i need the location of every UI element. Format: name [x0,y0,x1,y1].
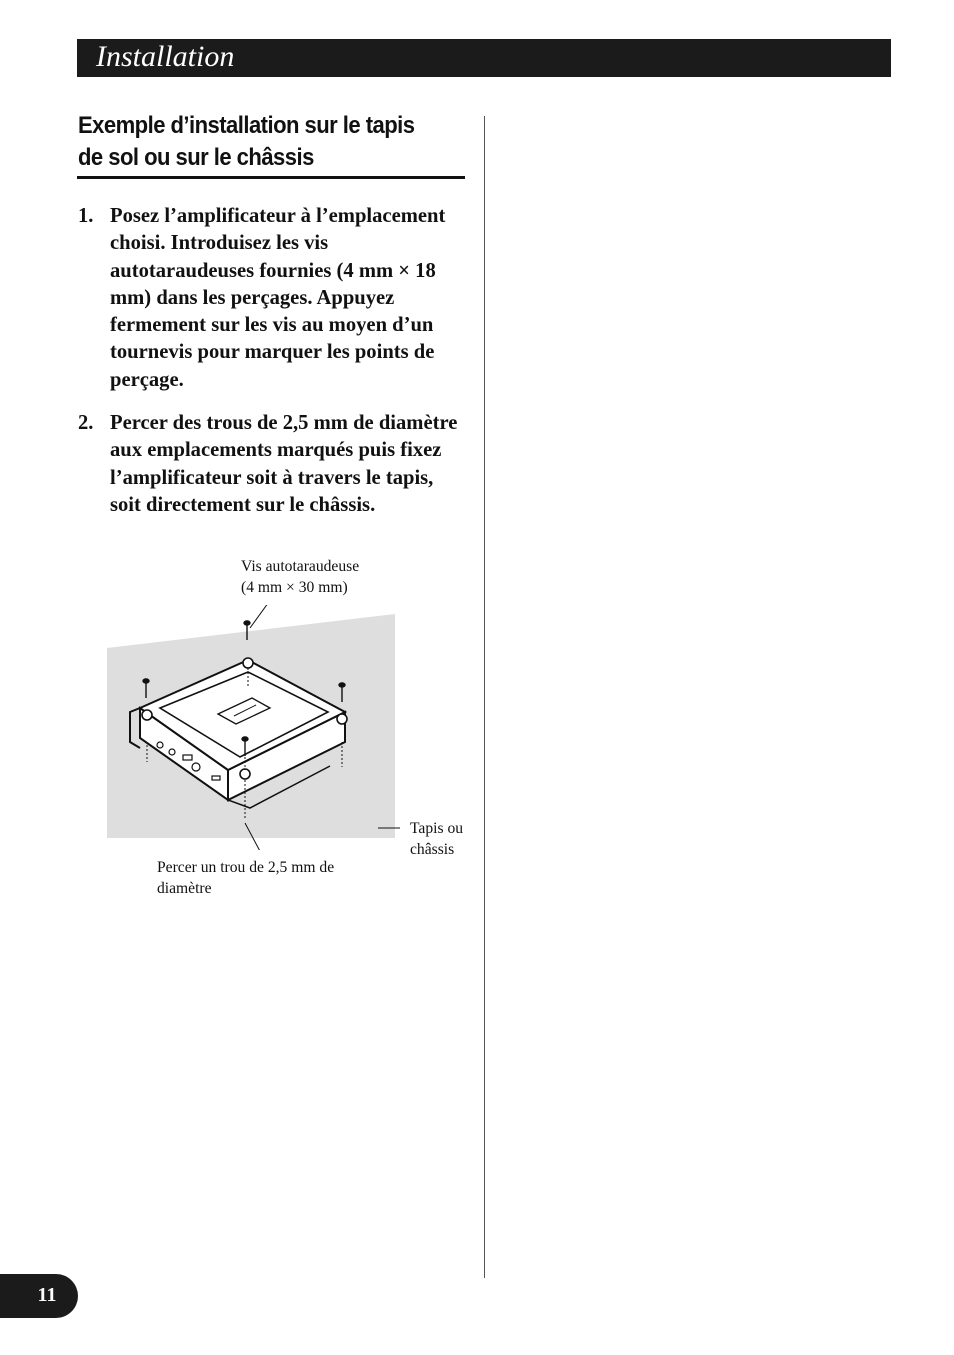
step-item [78,410,468,519]
section-rule [77,176,465,179]
screw-label-line1: Vis autotaraudeuse [241,558,360,575]
page-number: 11 [37,1284,57,1306]
carpet-label-line1: Tapis ou [410,820,464,837]
mount-hole [240,769,250,779]
mount-hole [243,658,253,668]
step-text: Posez l’amplificateur à l’emplacement choisi. Introduisez les vis autotaraudeuses fournies (4 mm × 18 mm) dans les perçages. Appuyez fermement sur les vis au moyen d’un tournevis pour marquer les points de perçage. [110,205,446,391]
carpet-label-line2: châssis [410,841,455,858]
step-item [78,203,468,394]
column-divider [484,116,485,1278]
mount-hole [142,710,152,720]
drill-label-line1: Percer un trou de 2,5 mm de [157,859,335,876]
drill-label-line2: diamètre [157,880,212,897]
section-title: Exemple d’installation sur le tapis de sol ou sur le châssis [78,112,415,171]
page-header-title: Installation [96,40,235,73]
steps-list [78,203,468,535]
step-number: 2. [78,412,94,435]
step-number: 1. [78,205,94,227]
installation-diagram [100,605,400,850]
screw-label-line2: (4 mm × 30 mm) [241,579,348,596]
header-banner [77,39,891,77]
step-text: Percer des trous de 2,5 mm de diamètre aux emplacements marqués puis fixez l’amplificateur soit à travers le tapis, soit directement sur le châssis. [110,412,458,516]
mount-hole [337,714,347,724]
